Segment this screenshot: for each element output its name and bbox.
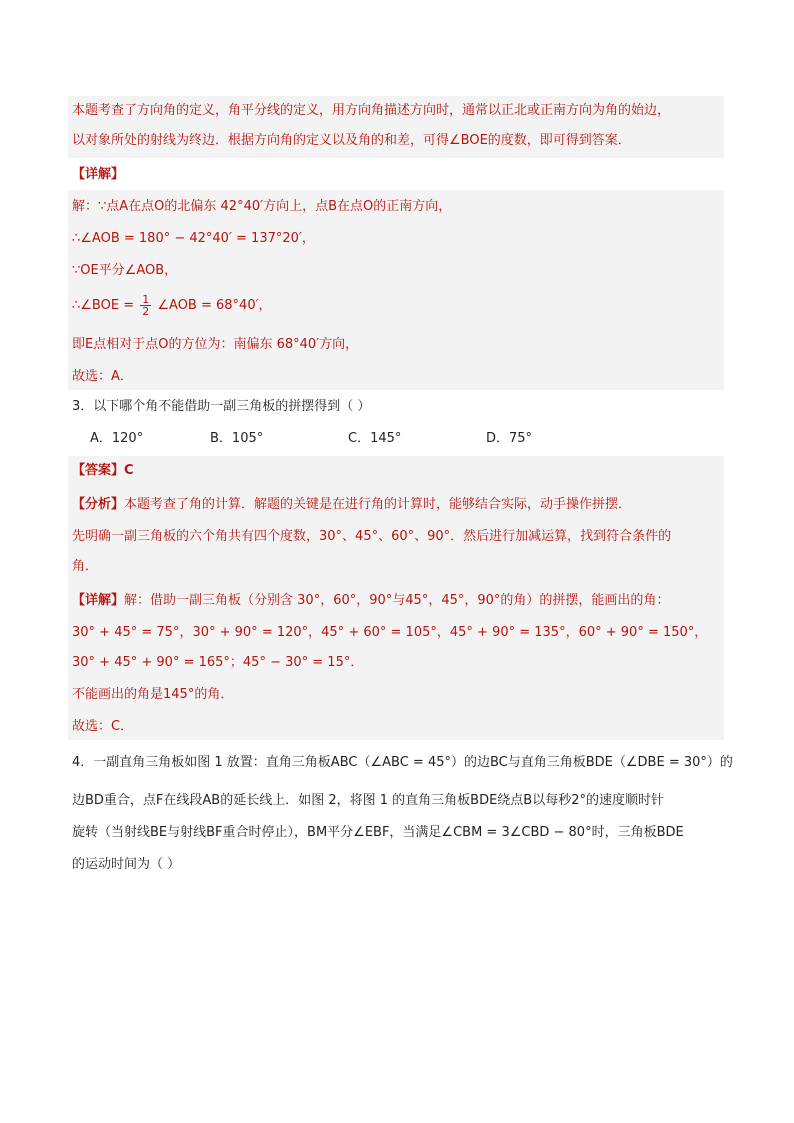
q2-step-2: ∴∠AOB = 180° − 42°40′ = 137°20′，	[72, 231, 315, 246]
q4-line-3: 旋转（当射线BE与射线BF重合时停止），BM平分∠EBF，当满足∠CBM = 3∠CBD − 80°时，三角板BDE	[72, 825, 684, 840]
q3-stem: 3．以下哪个角不能借助一副三角板的拼摆得到（ ）	[72, 399, 371, 414]
q3-detail-1: 【详解】解：借助一副三角板（分别含 30°，60°，90°与45°，45°，90°的角）的拼摆，能画出的角：	[72, 593, 670, 608]
q2-step-1: 解：∵点A在点O的北偏东 42°40′方向上，点B在点O的正南方向，	[72, 199, 452, 214]
q3-answer-final: 故选：C．	[72, 719, 134, 734]
answer-tag: 【答案】	[72, 463, 125, 478]
q3-analysis-3: 角．	[72, 559, 99, 574]
q3-analysis-1: 【分析】本题考查了角的计算．解题的关键是在进行角的计算时，能够结合实际，动手操作拼摆．	[72, 497, 632, 512]
q2-step-3: ∵OE平分∠AOB，	[72, 263, 178, 278]
q2-step-4-suffix: ∠AOB = 68°40′，	[157, 298, 272, 313]
q3-option-a: A．120°	[90, 431, 144, 446]
q2-step-4-prefix: ∴∠BOE =	[72, 298, 135, 313]
analysis-tag: 【分析】	[72, 497, 125, 512]
detail-tag-q2: 【详解】	[72, 167, 125, 182]
q3-detail-4: 不能画出的角是145°的角．	[72, 687, 234, 702]
q2-step-4	[72, 294, 272, 317]
fraction-one-half: $\frac{1}{2}$	[142, 293, 150, 318]
q3-option-b: B．105°	[210, 431, 264, 446]
q3-option-d: D．75°	[486, 431, 533, 446]
q4-line-4: 的运动时间为（ ）	[72, 857, 181, 872]
q4-line-1: 4．一副直角三角板如图 1 放置：直角三角板ABC（∠ABC = 45°）的边BC与直角三角板BDE（∠DBE = 30°）的	[72, 755, 733, 770]
q3-option-c: C．145°	[348, 431, 402, 446]
q3-detail-2: 30° + 45° = 75°，30° + 90° = 120°，45° + 60° = 105°，45° + 90° = 135°，60° + 90° = 150°，	[72, 625, 708, 640]
q3-detail-3: 30° + 45° + 90° = 165°；45° − 30° = 15°．	[72, 655, 364, 670]
detail-tag-q3: 【详解】	[72, 593, 125, 608]
answer-value: C	[124, 463, 134, 478]
q4-line-2: 边BD重合，点F在线段AB的延长线上．如图 2，将图 1 的直角三角板BDE绕点B以每秒2°的速度顺时针	[72, 793, 664, 808]
analysis-line-2: 以对象所处的射线为终边．根据方向角的定义以及角的和差，可得∠BOE的度数，即可得到答案．	[72, 133, 631, 148]
solution-block-1b	[68, 190, 724, 390]
q3-analysis-2: 先明确一副三角板的六个角共有四个度数，30°、45°、60°、90°．然后进行加减运算，找到符合条件的	[72, 529, 672, 544]
q3-answer-line	[72, 462, 134, 480]
analysis-line-1: 本题考查了方向角的定义，角平分线的定义，用方向角描述方向时，通常以正北或正南方向为角的始边，	[72, 103, 671, 118]
q2-step-5: 即E点相对于点O的方位为：南偏东 68°40′方向，	[72, 337, 359, 352]
q2-answer: 故选：A．	[72, 369, 133, 384]
